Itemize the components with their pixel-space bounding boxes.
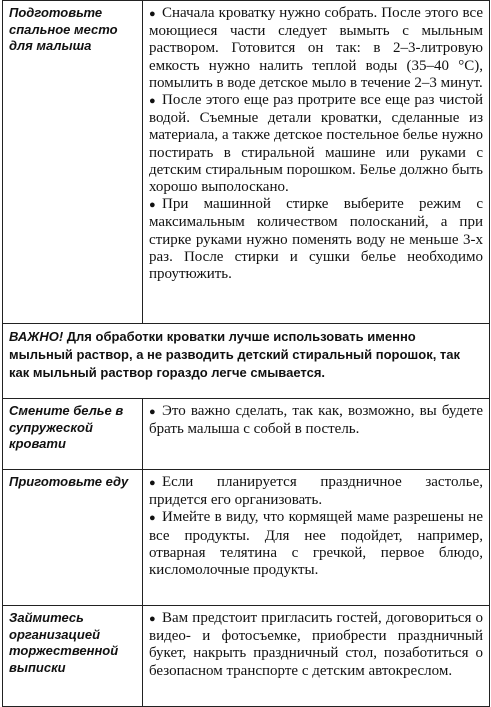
note-row: [3, 324, 490, 399]
bullets-cell: [143, 399, 490, 470]
bullet-item: ● После этого еще раз протрите все еще раз чистой водой. Съемные детали кроватки, сделанные из материала, а также детское постельное белье нужно постирать в стиральной машине или руками с детским стиральным порошком. Белье должно быть хорошо выполоскано.: [149, 92, 483, 196]
bullet-icon: ●: [149, 199, 156, 212]
note-text: Для обработки кроватки лучше использовать именно мыльный раствор, а не разводить детский стиральный порошок, так как мыльный раствор гораздо легче смывается.: [9, 329, 461, 380]
bullets-cell: [143, 606, 490, 707]
task-cell: Займитесь организацией торжественной выписки: [3, 606, 143, 707]
bullet-item: ● Сначала кроватку нужно собрать. После этого все моющиеся части следует вымыть с мыльным раствором. Готовится он так: в 2–3-литровую емкость нужно налить теплой воды (35–40 °С), помылить в воде детское мыло в течение 2–3 минут.: [149, 5, 483, 91]
bullet-icon: ●: [149, 406, 156, 418]
table-row: [3, 1, 490, 324]
table-row: [3, 470, 490, 606]
bullet-item: ● Имейте в виду, что кормящей маме разрешены не все продукты. Для нее подойдет, например, отварная телятина с гречкой, первое блюдо, кисломолочные продукты.: [149, 509, 483, 579]
bullet-item: ● Вам предстоит пригласить гостей, договориться о видео- и фотосъемке, приобрести праздничный букет, накрыть праздничный стол, позаботиться о безопасном транспорте с детским автокреслом.: [149, 610, 483, 679]
bullet-icon: ●: [149, 95, 156, 108]
bullets-cell: [143, 470, 490, 606]
note-lead: ВАЖНО!: [9, 329, 64, 344]
bullet-icon: ●: [149, 477, 156, 489]
bullet-icon: ●: [149, 512, 156, 525]
bullet-item: ● При машинной стирке выберите режим с максимальным количеством полосканий, а при стирке руками нужно поменять воду не меньше 3-х раз. После стирки и сушки белье необходимо проутюжить.: [149, 196, 483, 283]
table-row: [3, 606, 490, 707]
bullet-icon: ●: [149, 8, 156, 20]
bullet-item: ● Это важно сделать, так как, возможно, вы будете брать малыша с собой в постель.: [149, 403, 483, 438]
bullets-cell: [143, 1, 490, 324]
bullet-item: ● Если планируется праздничное застолье, придется его организовать.: [149, 474, 483, 509]
task-cell: Смените белье в супружеской кровати: [3, 399, 143, 470]
task-cell: Приготовьте еду: [3, 470, 143, 606]
task-cell: Подготовьте спальное место для малыша: [3, 1, 143, 324]
important-note: [3, 324, 490, 399]
tips-table: [2, 0, 490, 707]
bullet-icon: ●: [149, 613, 156, 625]
table-row: [3, 399, 490, 470]
